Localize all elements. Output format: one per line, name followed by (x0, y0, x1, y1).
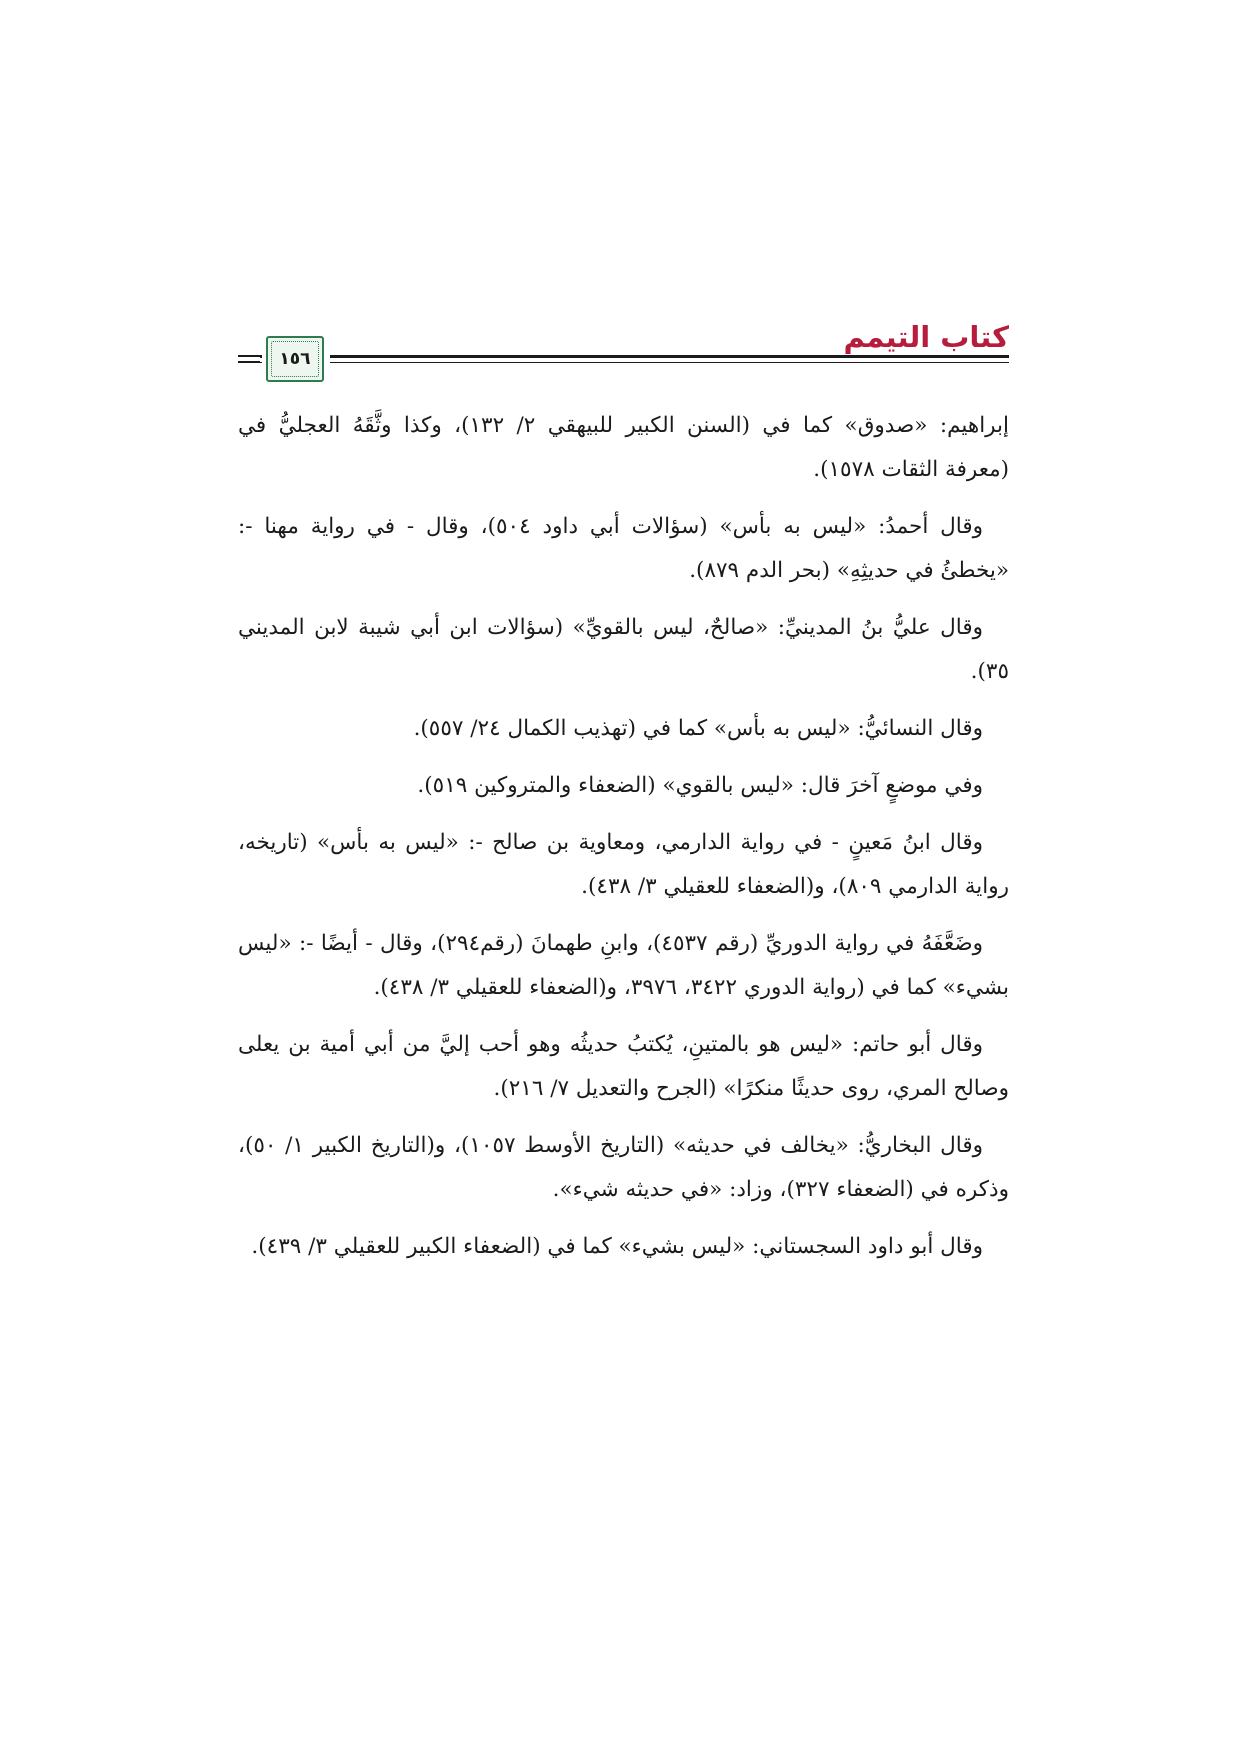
paragraph: وفي موضعٍ آخرَ قال: «ليس بالقوي» (الضعفاء والمتروكين ٥١٩). (417, 773, 983, 798)
header-rule-thin (238, 362, 1009, 363)
book-title: كتاب التيمم (843, 320, 1009, 354)
paragraph: وقال ابنُ مَعينٍ - في رواية الدارمي، ومعاوية بن صالح -: «ليس به بأس» (تاريخه، رواية الدارمي ٨٠٩)، و(الضعفاء للعقيلي ٣/ ٤٣٨). (238, 830, 1009, 899)
paragraph: وقال البخاريُّ: «يخالف في حديثه» (التاريخ الأوسط ١٠٥٧)، و(التاريخ الكبير ١/ ٥٠)، وذكره في (الضعفاء ٣٢٧)، وزاد: «في حديثه شيء». (238, 1133, 1009, 1202)
paragraph: وقال أحمدُ: «ليس به بأس» (سؤالات أبي داود ٥٠٤)، وقال - في رواية مهنا -: «يخطئُ في حديثِهِ» (بحر الدم ٨٧٩). (238, 514, 1009, 583)
paragraph: وقال أبو حاتم: «ليس هو بالمتينِ، يُكتبُ حديثُه وهو أحب إليَّ من أبي أمية بن يعلى وصالح المري، روى حديثًا منكرًا» (الجرح والتعديل ٧/ ٢١٦). (238, 1032, 1009, 1101)
header-rule-thick (238, 355, 1009, 358)
page-number: ١٥٦ (279, 349, 311, 369)
paragraph: وقال النسائيُّ: «ليس به بأس» كما في (تهذيب الكمال ٢٤/ ٥٥٧). (413, 716, 983, 741)
paragraph: إبراهيم: «صدوق» كما في (السنن الكبير للبيهقي ٢/ ١٣٢)، وكذا وثَّقَهُ العجليُّ في (معرفة الثقات ١٥٧٨). (238, 413, 1010, 482)
header-double-dash (238, 354, 260, 366)
main-text (238, 404, 1009, 1282)
paragraph: وقال عليُّ بنُ المدينيِّ: «صالحٌ، ليس بالقويِّ» (سؤالات ابن أبي شيبة لابن المديني ٣٥). (238, 615, 1009, 684)
paragraph: وضَعَّفَهُ في رواية الدوريِّ (رقم ٤٥٣٧)، وابنِ طهمانَ (رقم٢٩٤)، وقال - أيضًا -: «ليس بشيء» كما في (رواية الدوري ٣٤٢٢، ٣٩٧٦، و(الضعفاء للعقيلي ٣/ ٤٣٨). (238, 931, 1009, 1000)
paragraph: وقال أبو داود السجستاني: «ليس بشيء» كما في (الضعفاء الكبير للعقيلي ٣/ ٤٣٩). (251, 1234, 983, 1259)
page-header (238, 300, 1009, 400)
page-number-badge (266, 336, 324, 382)
